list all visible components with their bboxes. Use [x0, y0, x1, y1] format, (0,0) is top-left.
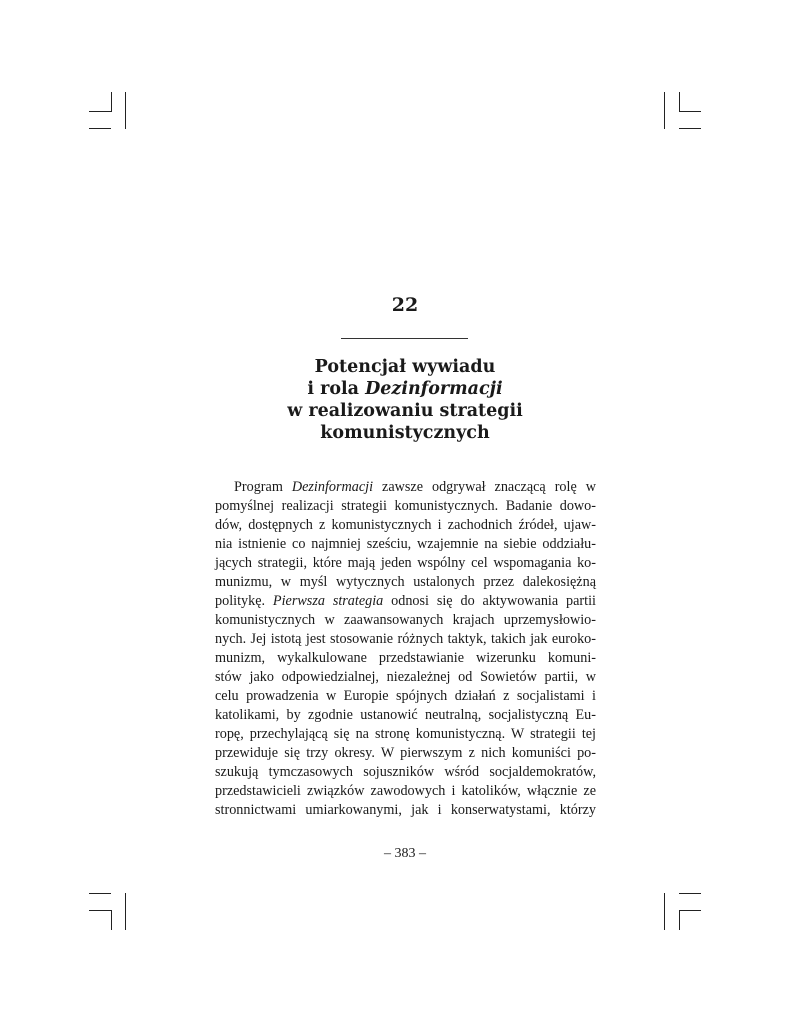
text-line: szukują tymczasowych sojuszników wśród socjaldemokratów, [215, 764, 596, 780]
crop-mark-top-left-h [89, 111, 111, 112]
crop-mark-bottom-left-v2 [125, 893, 126, 930]
text-line: przedstawicieli związków zawodowych i katolików, włącznie ze [215, 783, 596, 799]
crop-mark-bottom-right-h [679, 893, 701, 894]
crop-mark-bottom-right-h2 [679, 910, 701, 911]
text-line: munizmu, w myśl wytycznych ustalonych przez dalekosiężną [215, 574, 596, 590]
text-line: Program Dezinformacji zawsze odgrywał znaczącą rolę w [234, 479, 596, 495]
text-line: nych. Jej istotą jest stosowanie różnych taktyk, takich jak euroko- [215, 631, 596, 647]
text-line: politykę. Pierwsza strategia odnosi się do aktywowania partii [215, 593, 596, 609]
chapter-title-line: i rola Dezinformacji [307, 379, 503, 399]
crop-mark-top-right-h [679, 111, 701, 112]
crop-mark-bottom-left-h [89, 893, 111, 894]
text-line: jących strategii, które mają jeden wspólny cel wspomagania ko- [215, 555, 596, 571]
crop-mark-top-right-h2 [679, 128, 701, 129]
crop-mark-bottom-left-h2 [89, 910, 111, 911]
chapter-title [215, 356, 595, 444]
text-line: komunistycznych w zaawansowanych krajach uprzemysłowio- [215, 612, 596, 628]
text-line: ropę, przechylającą się na stronę komunistyczną. W strategii tej [215, 726, 596, 742]
chapter-title-line: w realizowaniu strategii [287, 401, 523, 421]
crop-mark-bottom-right-v1 [664, 893, 665, 930]
text-line: katolikami, by zgodnie ustanowić neutralną, socjalistyczną Eu- [215, 707, 596, 723]
text-line: pomyślnej realizacji strategii komunistycznych. Badanie dowo- [215, 498, 596, 514]
crop-mark-top-left-v1 [111, 92, 112, 112]
chapter-divider [341, 338, 468, 339]
text-line: celu prowadzenia w Europie spójnych działań z socjalistami i [215, 688, 596, 704]
chapter-number: 22 [391, 294, 419, 316]
text-line: przewiduje się trzy okresy. W pierwszym z nich komuniści po- [215, 745, 596, 761]
page-number: – 383 – [384, 846, 426, 861]
text-line: nia istnienie co najmniej sześciu, wzajemnie na siebie oddziału- [215, 536, 596, 552]
chapter-title-line: Potencjał wywiadu [314, 357, 496, 377]
text-line: munizm, wykalkulowane przedstawianie wizerunku komuni- [215, 650, 596, 666]
text-line: stów jako odpowiedzialnej, niezależnej od Sowietów partii, w [215, 669, 596, 685]
crop-mark-top-right-v2 [679, 92, 680, 112]
emphasis: Pierwsza strategia [272, 593, 384, 609]
title-emphasis: Dezinformacji [365, 379, 503, 399]
crop-mark-top-right-v1 [664, 92, 665, 129]
crop-mark-bottom-right-v2 [679, 910, 680, 930]
crop-mark-top-left-h2 [89, 128, 111, 129]
body-paragraph [215, 478, 596, 820]
text-line: stronnictwami umiarkowanymi, jak i konserwatystami, którzy [215, 802, 596, 818]
chapter-title-line: komunistycznych [320, 423, 490, 443]
text-line: dów, dostępnych z komunistycznych i zachodnich źródeł, ujaw- [215, 517, 596, 533]
crop-mark-top-left-v2 [125, 92, 126, 129]
emphasis: Dezinformacji [291, 479, 374, 495]
crop-mark-bottom-left-v1 [111, 910, 112, 930]
